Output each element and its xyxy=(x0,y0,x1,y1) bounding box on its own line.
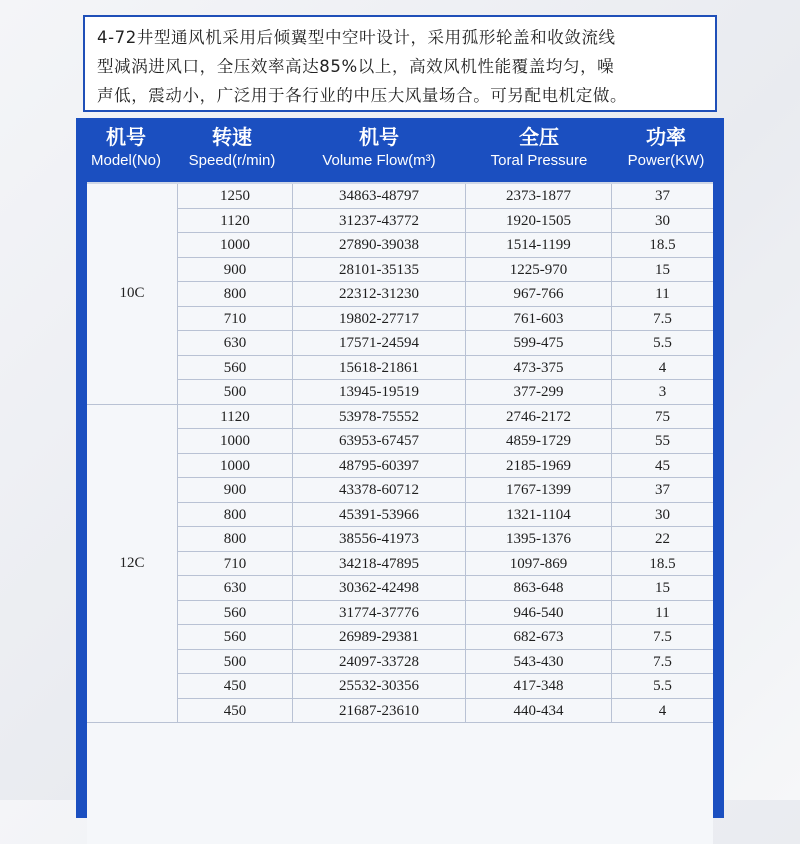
pressure-cell: 1514-1199 xyxy=(466,233,612,258)
pressure-cell: 1225-970 xyxy=(466,258,612,283)
volume-flow-cell: 48795-60397 xyxy=(293,454,466,479)
header-power-cn: 功率 xyxy=(646,125,686,149)
power-cell: 11 xyxy=(612,601,713,626)
power-cell: 15 xyxy=(612,258,713,283)
table-body xyxy=(87,182,713,844)
pressure-cell: 417-348 xyxy=(466,674,612,699)
header-model-en: Model(No) xyxy=(90,152,162,169)
header-speed xyxy=(176,124,288,172)
table-row xyxy=(178,650,713,675)
header-pressure xyxy=(466,124,612,172)
volume-flow-cell: 31237-43772 xyxy=(293,209,466,234)
volume-flow-cell: 25532-30356 xyxy=(293,674,466,699)
pressure-cell: 1395-1376 xyxy=(466,527,612,552)
speed-cell: 900 xyxy=(178,258,293,283)
speed-cell: 500 xyxy=(178,380,293,405)
pressure-cell: 1767-1399 xyxy=(466,478,612,503)
table-row xyxy=(178,625,713,650)
table-row xyxy=(178,258,713,283)
intro-line-3: 声低，震动小，广泛用于各行业的中压大风量场合。可另配电机定做。 xyxy=(97,86,628,105)
intro-line-2: 型减涡进风口，全压效率高达85%以上，高效风机性能覆盖均匀，噪 xyxy=(97,57,615,76)
volume-flow-cell: 38556-41973 xyxy=(293,527,466,552)
pressure-cell: 2746-2172 xyxy=(466,405,612,430)
speed-cell: 560 xyxy=(178,356,293,381)
table-row xyxy=(178,331,713,356)
table-row xyxy=(178,552,713,577)
table-row xyxy=(178,405,713,430)
power-cell: 4 xyxy=(612,356,713,381)
power-cell: 5.5 xyxy=(612,331,713,356)
table-row xyxy=(178,209,713,234)
speed-cell: 560 xyxy=(178,625,293,650)
power-cell: 45 xyxy=(612,454,713,479)
table-row xyxy=(178,601,713,626)
power-cell: 4 xyxy=(612,699,713,724)
power-cell: 7.5 xyxy=(612,625,713,650)
pressure-cell: 1097-869 xyxy=(466,552,612,577)
power-cell: 11 xyxy=(612,282,713,307)
pressure-cell: 440-434 xyxy=(466,699,612,724)
speed-cell: 710 xyxy=(178,307,293,332)
table-row xyxy=(178,576,713,601)
pressure-cell: 543-430 xyxy=(466,650,612,675)
table-row xyxy=(178,282,713,307)
table-row xyxy=(178,233,713,258)
power-cell: 30 xyxy=(612,209,713,234)
volume-flow-cell: 43378-60712 xyxy=(293,478,466,503)
volume-flow-cell: 63953-67457 xyxy=(293,429,466,454)
speed-cell: 560 xyxy=(178,601,293,626)
volume-flow-cell: 45391-53966 xyxy=(293,503,466,528)
volume-flow-cell: 34863-48797 xyxy=(293,184,466,209)
speed-cell: 710 xyxy=(178,552,293,577)
volume-flow-cell: 53978-75552 xyxy=(293,405,466,430)
table-row xyxy=(178,429,713,454)
volume-flow-cell: 22312-31230 xyxy=(293,282,466,307)
table-row xyxy=(178,356,713,381)
table-row xyxy=(178,478,713,503)
power-cell: 75 xyxy=(612,405,713,430)
volume-flow-cell: 28101-35135 xyxy=(293,258,466,283)
power-cell: 5.5 xyxy=(612,674,713,699)
power-cell: 7.5 xyxy=(612,650,713,675)
volume-flow-cell: 30362-42498 xyxy=(293,576,466,601)
volume-flow-cell: 19802-27717 xyxy=(293,307,466,332)
pressure-cell: 682-673 xyxy=(466,625,612,650)
intro-text-box xyxy=(83,15,717,112)
header-speed-en: Speed(r/min) xyxy=(188,152,276,169)
model-cell: 12C xyxy=(87,405,178,724)
volume-flow-cell: 24097-33728 xyxy=(293,650,466,675)
power-cell: 18.5 xyxy=(612,552,713,577)
header-pressure-en: Toral Pressure xyxy=(490,152,588,169)
speed-cell: 630 xyxy=(178,576,293,601)
speed-cell: 630 xyxy=(178,331,293,356)
table-row xyxy=(178,380,713,405)
table-row xyxy=(178,307,713,332)
pressure-cell: 2373-1877 xyxy=(466,184,612,209)
header-flow-en: Volume Flow(m³) xyxy=(322,152,436,169)
power-cell: 22 xyxy=(612,527,713,552)
speed-cell: 1000 xyxy=(178,454,293,479)
speed-cell: 1000 xyxy=(178,429,293,454)
intro-line-1: 4-72井型通风机采用后倾翼型中空叶设计，采用孤形轮盖和收敛流线 xyxy=(97,28,616,47)
table-header-row xyxy=(76,118,724,180)
table-row xyxy=(178,503,713,528)
header-power-en: Power(KW) xyxy=(627,152,705,169)
volume-flow-cell: 17571-24594 xyxy=(293,331,466,356)
table-row xyxy=(178,674,713,699)
header-pressure-cn: 全压 xyxy=(519,125,559,149)
header-model-cn: 机号 xyxy=(106,125,146,149)
pressure-cell: 761-603 xyxy=(466,307,612,332)
speed-cell: 1120 xyxy=(178,209,293,234)
speed-cell: 1120 xyxy=(178,405,293,430)
pressure-cell: 1920-1505 xyxy=(466,209,612,234)
speed-cell: 800 xyxy=(178,527,293,552)
table-row xyxy=(178,699,713,724)
spec-table-panel xyxy=(76,118,724,818)
power-cell: 30 xyxy=(612,503,713,528)
pressure-cell: 946-540 xyxy=(466,601,612,626)
speed-cell: 1000 xyxy=(178,233,293,258)
power-cell: 7.5 xyxy=(612,307,713,332)
model-cell: 10C xyxy=(87,184,178,405)
speed-cell: 1250 xyxy=(178,184,293,209)
power-cell: 37 xyxy=(612,184,713,209)
table-row xyxy=(178,527,713,552)
pressure-cell: 967-766 xyxy=(466,282,612,307)
volume-flow-cell: 15618-21861 xyxy=(293,356,466,381)
speed-cell: 450 xyxy=(178,699,293,724)
speed-cell: 450 xyxy=(178,674,293,699)
speed-cell: 800 xyxy=(178,282,293,307)
power-cell: 18.5 xyxy=(612,233,713,258)
pressure-cell: 599-475 xyxy=(466,331,612,356)
power-cell: 3 xyxy=(612,380,713,405)
header-flow-cn: 机号 xyxy=(359,125,399,149)
volume-flow-cell: 21687-23610 xyxy=(293,699,466,724)
speed-cell: 900 xyxy=(178,478,293,503)
pressure-cell: 2185-1969 xyxy=(466,454,612,479)
volume-flow-cell: 26989-29381 xyxy=(293,625,466,650)
table-row xyxy=(178,454,713,479)
speed-cell: 500 xyxy=(178,650,293,675)
pressure-cell: 473-375 xyxy=(466,356,612,381)
volume-flow-cell: 34218-47895 xyxy=(293,552,466,577)
header-speed-cn: 转速 xyxy=(212,125,252,149)
volume-flow-cell: 13945-19519 xyxy=(293,380,466,405)
header-model xyxy=(78,124,174,172)
power-cell: 55 xyxy=(612,429,713,454)
speed-cell: 800 xyxy=(178,503,293,528)
pressure-cell: 1321-1104 xyxy=(466,503,612,528)
header-power xyxy=(614,124,718,172)
power-cell: 15 xyxy=(612,576,713,601)
pressure-cell: 863-648 xyxy=(466,576,612,601)
header-flow xyxy=(294,124,464,172)
pressure-cell: 4859-1729 xyxy=(466,429,612,454)
volume-flow-cell: 31774-37776 xyxy=(293,601,466,626)
table-row xyxy=(178,184,713,209)
volume-flow-cell: 27890-39038 xyxy=(293,233,466,258)
power-cell: 37 xyxy=(612,478,713,503)
pressure-cell: 377-299 xyxy=(466,380,612,405)
